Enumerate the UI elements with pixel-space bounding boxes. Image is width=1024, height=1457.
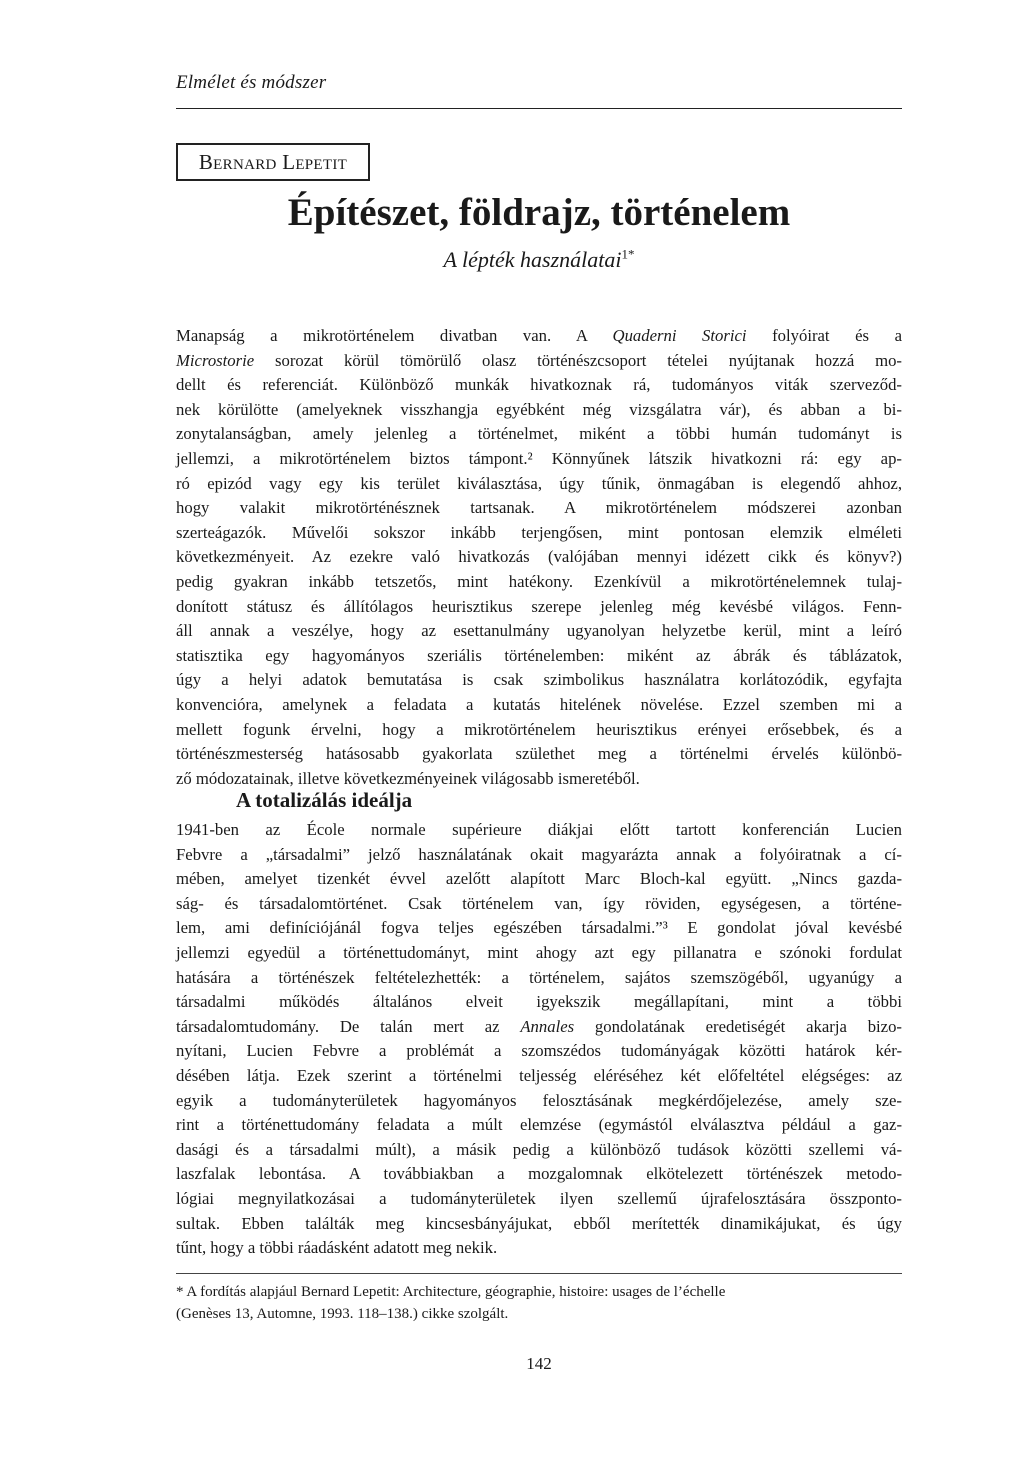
article-title: Építészet, földrajz, történelem — [287, 191, 791, 234]
text-line: pedig gyakran inkább tetszetős, mint hatékony. Ezenkívül a mikrotörténelemnek tulaj- — [176, 571, 902, 591]
header-rule — [176, 108, 902, 109]
running-head: Elmélet és módszer — [176, 72, 327, 93]
footnote-line: (Genèses 13, Automne, 1993. 118–138.) cikke szolgált. — [176, 1306, 509, 1322]
text-line: úgy a helyi adatok bemutatása is csak szimbolikus használatra korlátozódik, egyfajta — [176, 670, 902, 690]
text-line: lógiai megnyilatkozásai a tudományterületek ilyen szellemű újrafelosztására összponto- — [176, 1188, 902, 1208]
text-line: tűnt, hogy a többi ráadásként adatott meg nekik. — [176, 1238, 498, 1258]
paragraph-2 — [176, 818, 902, 1261]
text-line: ző módozatainak, illetve következményeinek világosabb ismeretéből. — [176, 768, 640, 788]
text-line: hogy valakit mikrotörténésznek tartsanak. A mikrotörténelem módszerei azonban — [176, 498, 902, 518]
text-line: statisztika egy hagyományos szeriális történelemben: miként az ábrák és táblázatok, — [176, 645, 902, 665]
text-line: szerteágazók. Művelői sokszor inkább terjengősen, mint pontosan elemzik elméleti — [176, 522, 902, 542]
text-line: ság- és társadalomtörténet. Csak történelem van, így röviden, egységesen, a történe- — [176, 893, 902, 913]
text-line: történészmesterség hatásosabb gyakorlata születhet meg a történelmi érvelés különbö- — [176, 744, 902, 764]
text-line: Febvre a „társadalmi” jelző használatának okait magyarázta annak a folyóiratnak a cí- — [176, 844, 902, 864]
author-name: Bernard Lepetit — [176, 143, 370, 181]
text-line: dellt és referenciát. Különböző munkák hivatkoznak rá, tudományos viták szerveződ- — [176, 375, 902, 395]
text-line: áll annak a veszélye, hogy az esettanulmány ugyanolyan helyzetbe kerül, mint a leíró — [176, 621, 902, 641]
section-heading: A totalizálás ideálja — [236, 788, 413, 812]
text-line: Microstorie sorozat körül tömörülő olasz történészcsoport tételei nyújtanak hozzá mo- — [176, 350, 902, 370]
text-line: dasági és a társadalmi múlt), a másik pedig a különböző tudások közötti szellemi vá- — [176, 1139, 902, 1159]
text-line: konvencióra, amelynek a feladata a kutatás hitelének növelése. Ezzel szemben mi a — [176, 694, 902, 714]
text-line: sultak. Ebben találták meg kincsesbányájukat, ebből merítették dinamikájukat, és úgy — [176, 1213, 902, 1233]
text-line: hatására a történészek feltételezhették: a történelem, sajátos szemszögéből, ugyanúgy a — [176, 967, 902, 987]
text-line: désében látja. Ezek szerint a történelmi teljesség eléréséhez két előfeltétel elégséges: az — [176, 1065, 902, 1085]
text-line: nek körülötte (amelyeknek visszhangja egyébként még vizsgálatra vár), és abban a bi- — [176, 399, 902, 419]
text-line: társadalomtudomány. De talán mert az Annales gondolatának eredetiségét akarja bizo- — [176, 1016, 902, 1036]
text-line: ró epizód vagy egy kis terület kiválasztása, úgy tűnik, önmagában is elegendő ahhoz, — [176, 473, 902, 493]
text-line: laszfalak lebontása. A továbbiakban a mozgalomnak elkötelezett történészek metodo- — [176, 1164, 902, 1184]
footnote-line: * A fordítás alapjául Bernard Lepetit: Architecture, géographie, histoire: usages de l’échelle — [176, 1284, 726, 1300]
page-number: 142 — [526, 1354, 552, 1373]
text-line: lem, ami definíciójánál fogva teljes egészében társadalmi.”³ E gondolat jóval kevésbé — [176, 918, 902, 938]
text-line: Manapság a mikrotörténelem divatban van. A Quaderni Storici folyóirat és a — [176, 326, 902, 345]
paragraph-1 — [176, 324, 902, 791]
subtitle-note-marks: 1* — [621, 246, 635, 262]
text-line: jellemzi, a mikrotörténelem biztos támpont.² Könnyűnek látszik hivatkozni rá: egy ap- — [176, 448, 902, 468]
footnote-rule — [176, 1273, 902, 1274]
text-line: következményeit. Az ezekre való hivatkozás (valójában mennyi idézett cikk és könyv?) — [176, 547, 902, 567]
text-line: nyítani, Lucien Febvre a problémát a szomszédos tudományágak közötti határok kér- — [176, 1041, 902, 1061]
footnote — [176, 1281, 902, 1325]
subtitle-text: A lépték használatai — [443, 247, 622, 272]
article-subtitle — [176, 247, 902, 273]
text-line: jellemzi egyedül a történettudományt, mint ahogy azt egy pillanatra e szónoki fordulat — [176, 942, 902, 962]
text-line: rint a történettudomány feladata a múlt elemzése (egymástól elválasztva például a gaz- — [176, 1115, 902, 1135]
text-line: mellett fogunk érvelni, hogy a mikrotörténelem heurisztikus erényei erősebbek, és a — [176, 719, 902, 739]
text-line: egyik a tudományterületek hagyományos felosztásának megkérdőjelezése, amely sze- — [176, 1090, 902, 1110]
text-line: mében, amelyet tizenkét évvel azelőtt alapított Marc Bloch-kal együtt. „Nincs gazda- — [176, 869, 902, 889]
text-line: társadalmi működés általános elveit igyekszik megállapítani, mint a többi — [176, 992, 902, 1012]
text-line: donított státusz és állítólagos heurisztikus szerepe jelenleg még kevésbé világos. Fenn- — [176, 596, 902, 616]
text-line: 1941-ben az École normale supérieure diákjai előtt tartott konferencián Lucien — [176, 820, 902, 839]
text-line: zonytalanságban, amely jelenleg a történelmet, miként a többi humán tudományt is — [176, 424, 902, 444]
